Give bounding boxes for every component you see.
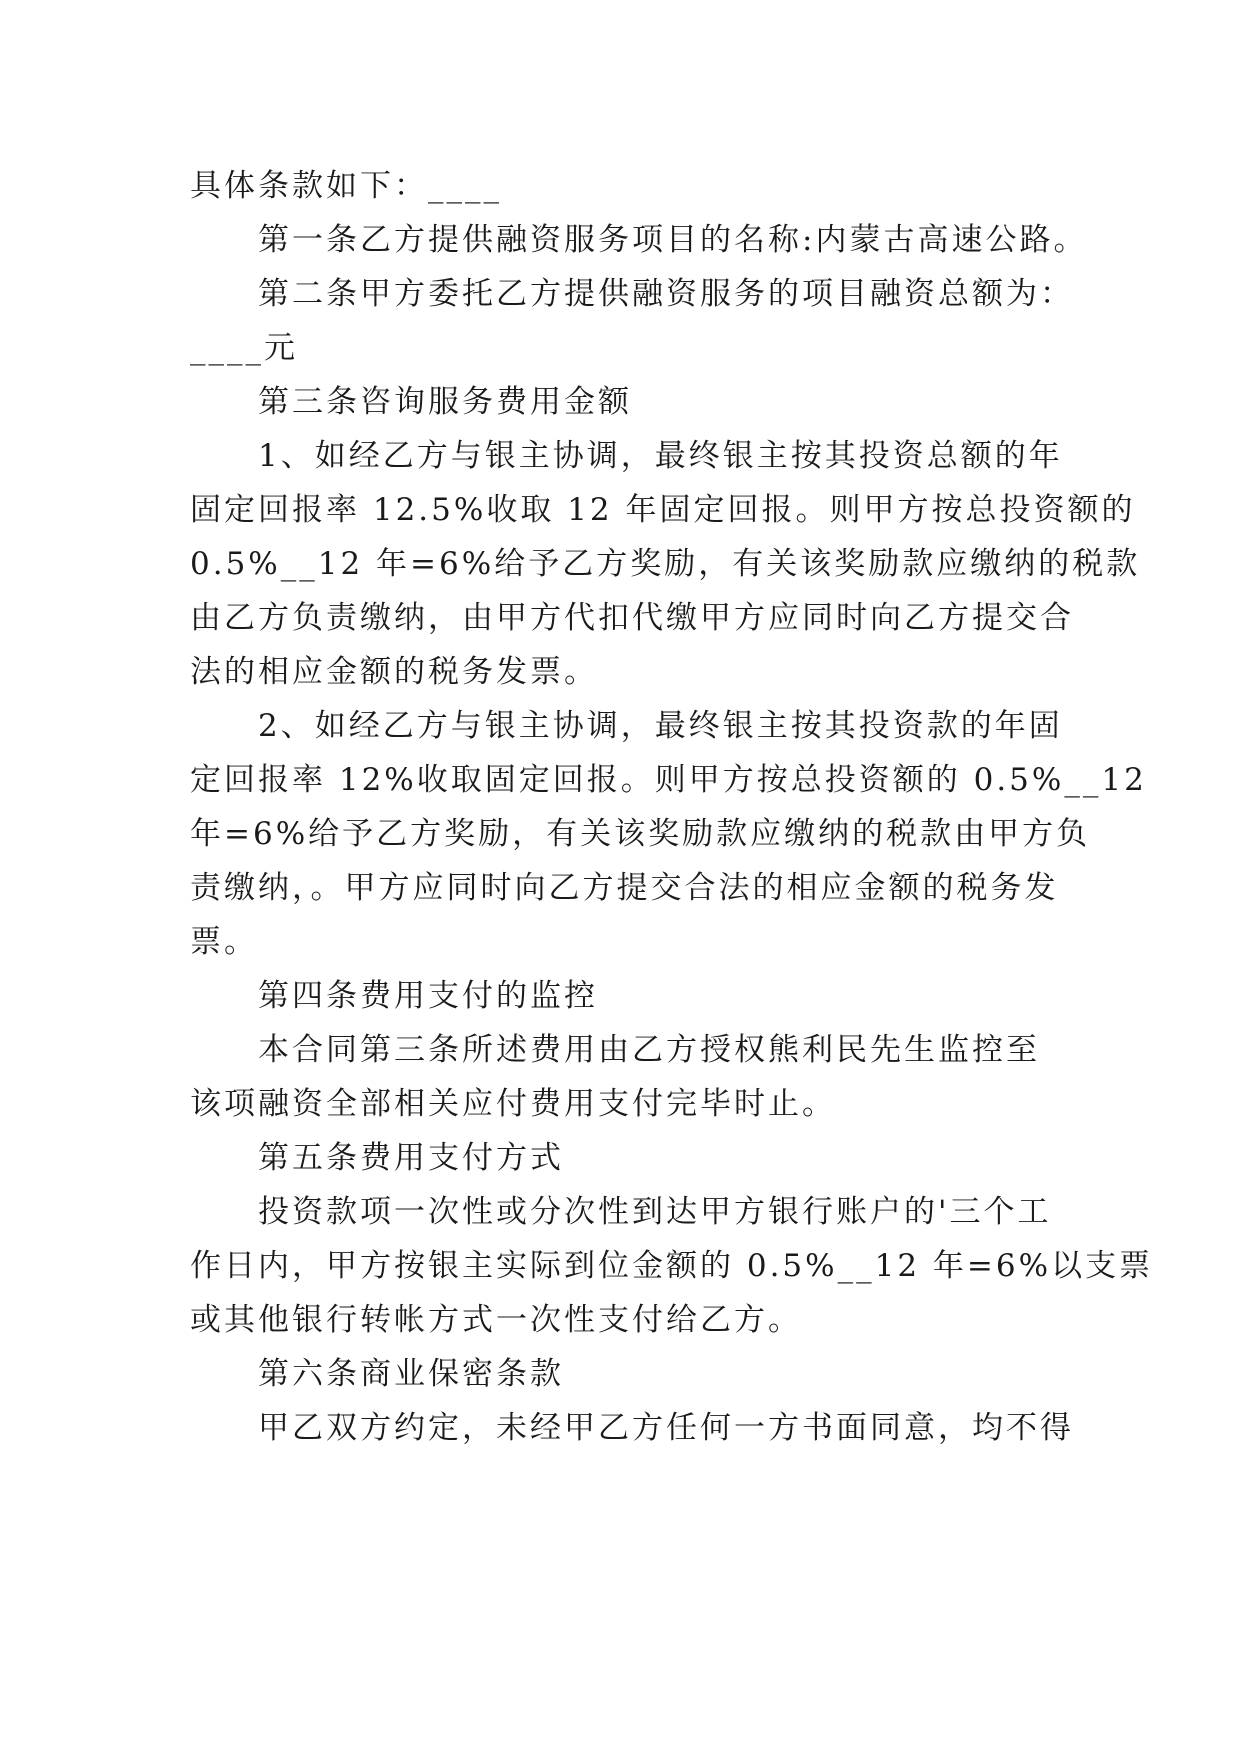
heading-article-5: 第五条费用支付方式 [258,1140,564,1176]
text-line-clause-1-cont: 法的相应金额的税务发票。 [190,654,598,690]
text-line-article-4-cont: 该项融资全部相关应付费用支付完毕时止。 [190,1086,836,1122]
heading-article-6: 第六条商业保密条款 [258,1356,564,1392]
text-line-article-1: 第一条乙方提供融资服务项目的名称:内蒙古高速公路。 [258,222,1088,258]
heading-article-4: 第四条费用支付的监控 [258,978,598,1014]
text-line-clause-2: 2、如经乙方与银主协调，最终银主按其投资款的年固 [258,708,1063,744]
text-line-clause-1-cont: 固定回报率 12.5%收取 12 年固定回报。则甲方按总投资额的 [190,492,1136,528]
text-line-clause-1-cont: 由乙方负责缴纳，由甲方代扣代缴甲方应同时向乙方提交合 [190,600,1074,636]
text-line-clause-2-cont: 票。 [190,924,258,960]
text-line-article-5-cont: 作日内，甲方按银主实际到位金额的 0.5%__12 年=6%以支票 [190,1248,1154,1284]
text-line-article-2: 第二条甲方委托乙方提供融资服务的项目融资总额为： [258,276,1074,312]
text-line-clause-1-cont: 0.5%__12 年=6%给予乙方奖励，有关该奖励款应缴纳的税款 [190,546,1141,582]
text-line-article-5-cont: 或其他银行转帐方式一次性支付给乙方。 [190,1302,802,1338]
text-line-clause-1: 1、如经乙方与银主协调，最终银主按其投资总额的年 [258,438,1063,474]
heading-article-3: 第三条咨询服务费用金额 [258,384,632,420]
text-line-article-4: 本合同第三条所述费用由乙方授权熊利民先生监控至 [258,1032,1040,1068]
text-line-article-2-cont: ____元 [190,330,298,366]
text-line-clause-2-cont: 年=6%给予乙方奖励，有关该奖励款应缴纳的税款由甲方负 [190,816,1091,852]
text-line-clause-2-cont: 定回报率 12%收取固定回报。则甲方按总投资额的 0.5%__12 [190,762,1147,798]
text-line-intro: 具体条款如下：____ [190,168,502,204]
text-line-article-6: 甲乙双方约定，未经甲乙方任何一方书面同意，均不得 [258,1410,1074,1446]
text-line-article-5: 投资款项一次性或分次性到达甲方银行账户的'三个工 [258,1194,1052,1230]
text-line-clause-2-cont: 责缴纳，。甲方应同时向乙方提交合法的相应金额的税务发 [190,870,1059,906]
